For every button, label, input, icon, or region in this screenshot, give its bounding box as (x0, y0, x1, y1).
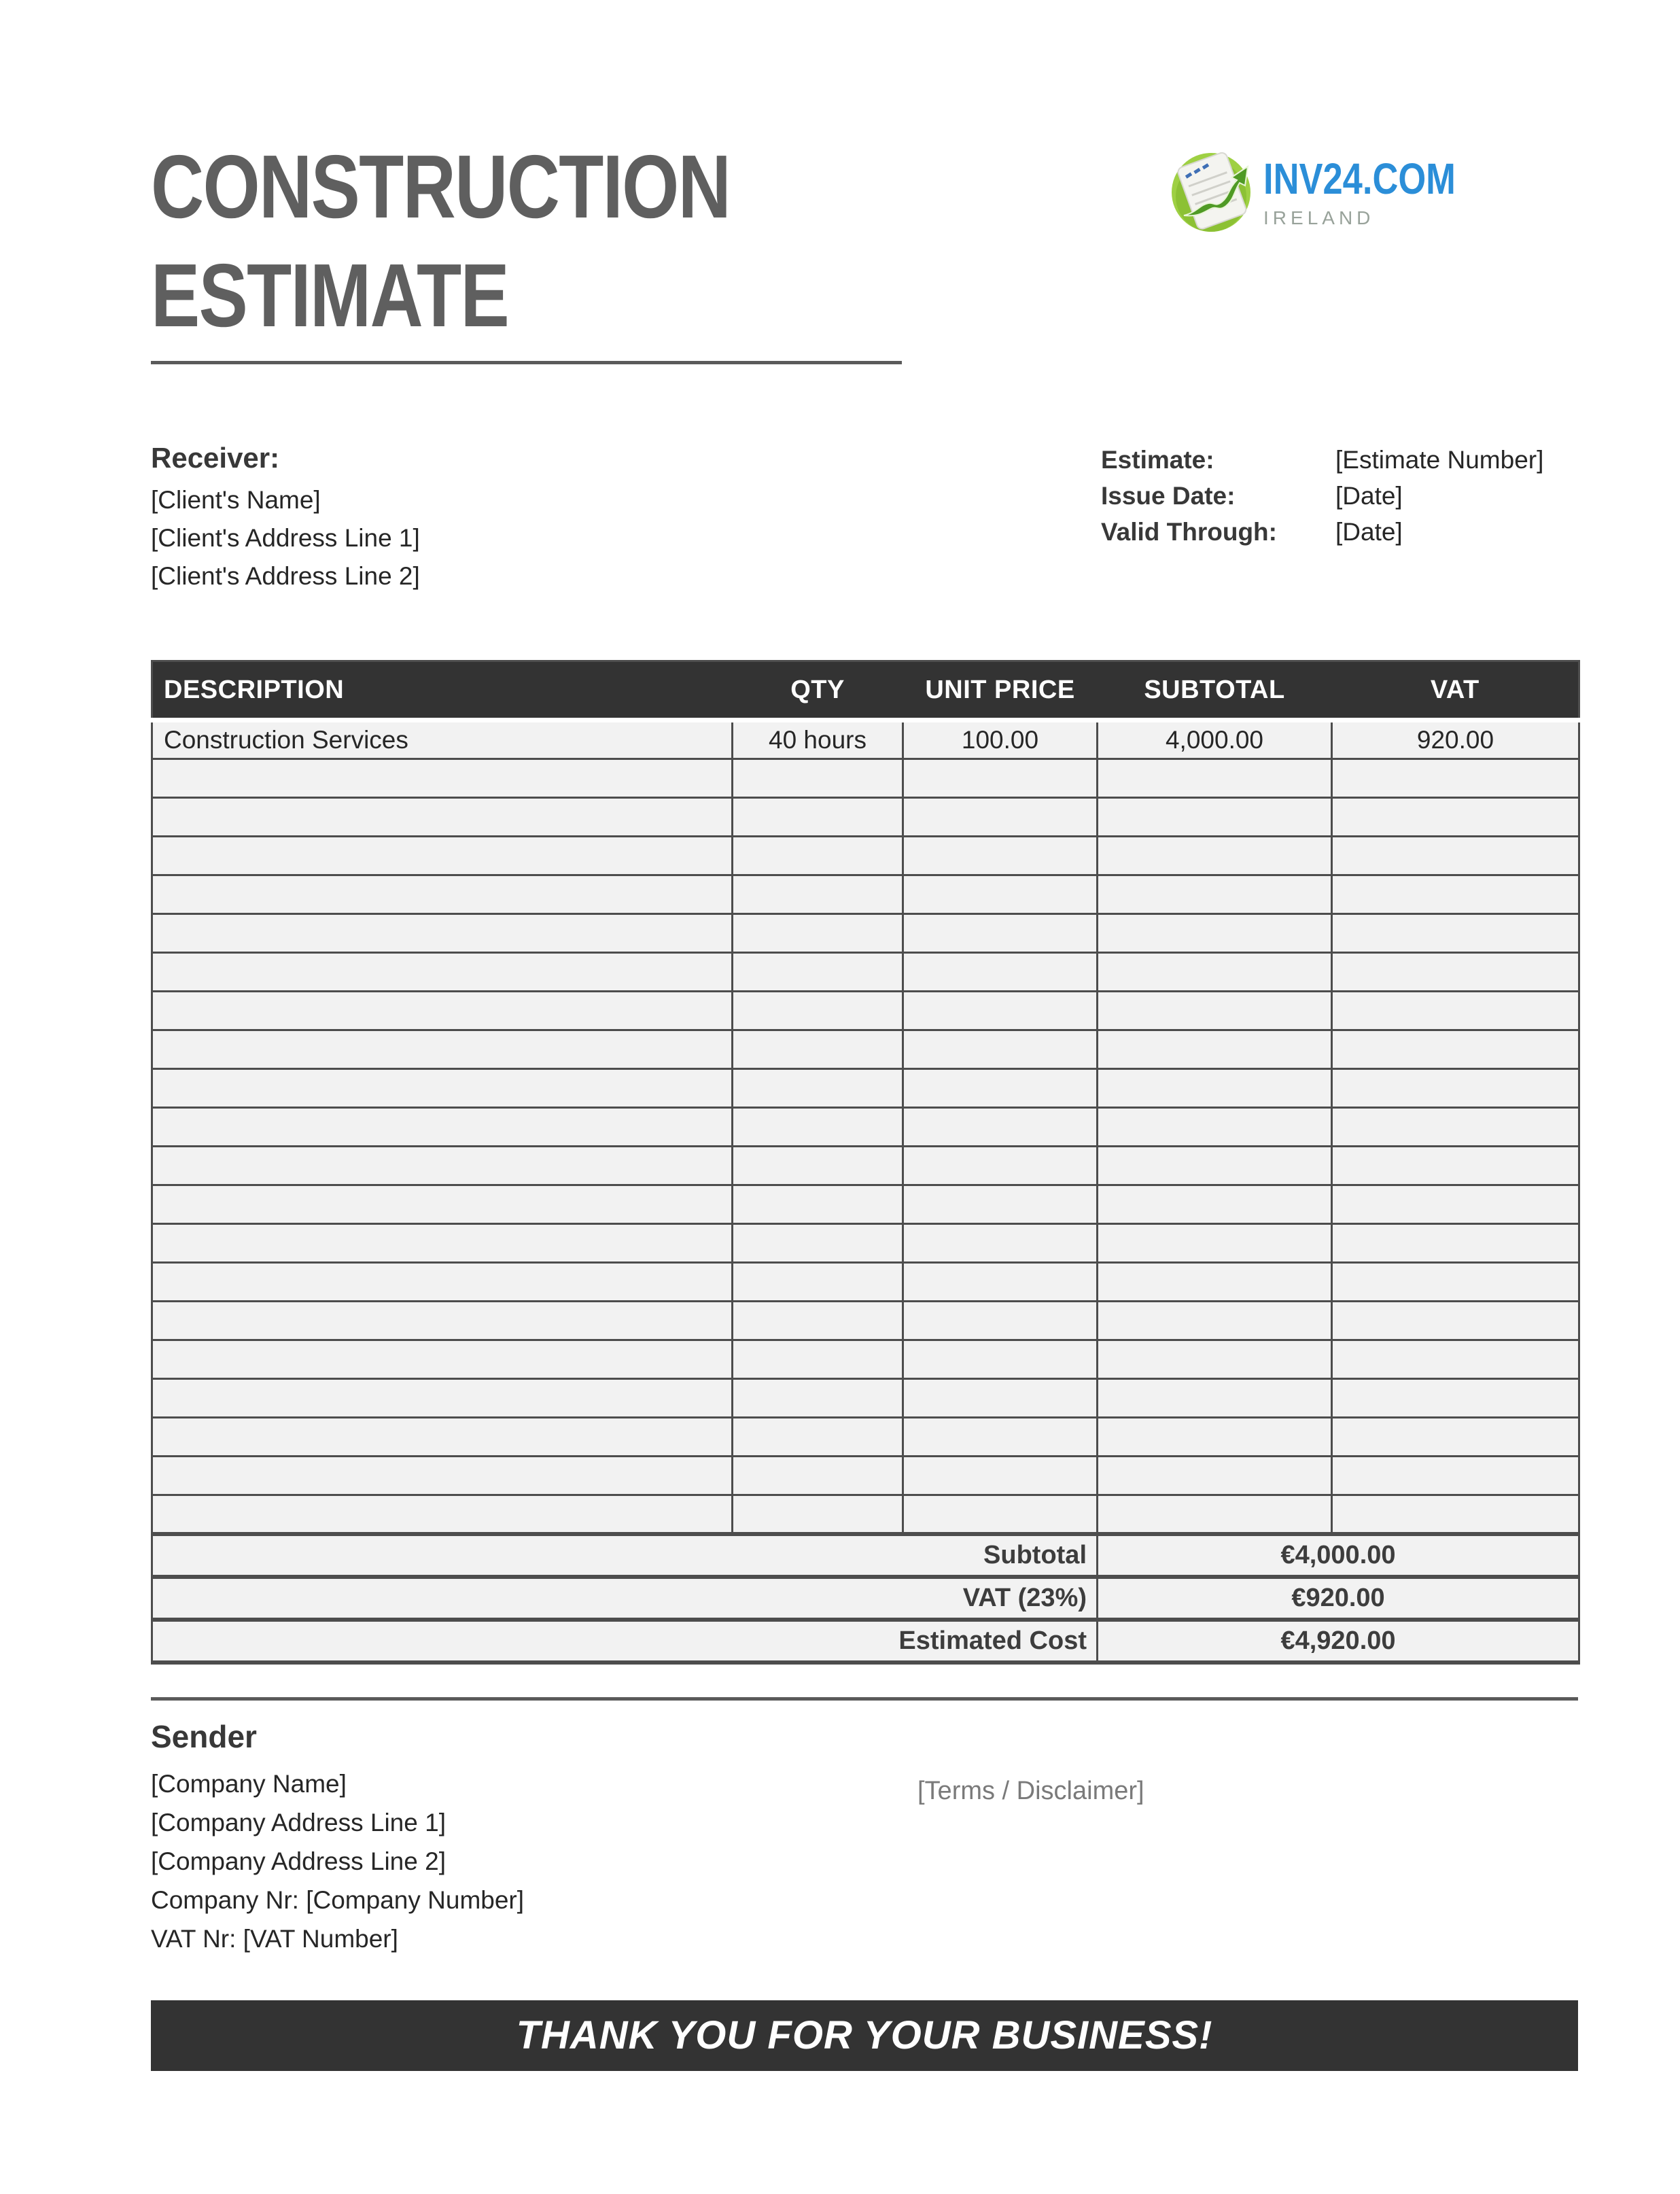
empty-cell (152, 798, 733, 837)
empty-cell (733, 1457, 903, 1495)
empty-cell (1098, 1379, 1332, 1418)
column-header-vat: VAT (1332, 661, 1579, 720)
empty-cell (903, 1224, 1098, 1263)
empty-cell (1332, 1302, 1579, 1340)
logo-text (1263, 154, 1498, 229)
empty-item-row (152, 1340, 1579, 1379)
receiver-lines (151, 481, 420, 595)
empty-item-row (152, 914, 1579, 953)
empty-cell (1332, 992, 1579, 1030)
empty-cell (1332, 1340, 1579, 1379)
sender-lines (151, 1764, 917, 1958)
masthead (151, 133, 1578, 364)
empty-cell (152, 1495, 733, 1534)
empty-cell (1098, 1147, 1332, 1185)
company-name: [Company Name] (151, 1769, 347, 1798)
empty-cell (1332, 759, 1579, 798)
empty-cell (903, 1147, 1098, 1185)
empty-cell (1098, 914, 1332, 953)
total-value: €920.00 (1098, 1577, 1579, 1620)
empty-cell (1332, 1030, 1579, 1069)
footer-bar (151, 2000, 1578, 2071)
empty-cell (1332, 1147, 1579, 1185)
empty-cell (733, 1147, 903, 1185)
empty-cell (733, 992, 903, 1030)
parties-section (151, 442, 1578, 595)
empty-cell (903, 1030, 1098, 1069)
empty-cell (733, 1030, 903, 1069)
empty-cell (903, 1069, 1098, 1108)
empty-cell (1332, 953, 1579, 992)
item-vat: 920.00 (1332, 720, 1579, 759)
sender-divider-rule (151, 1697, 1578, 1701)
empty-cell (733, 1418, 903, 1457)
empty-cell (152, 992, 733, 1030)
terms-disclaimer: [Terms / Disclaimer] (917, 1776, 1144, 1805)
empty-cell (152, 837, 733, 875)
logo-region-label: IRELAND (1263, 207, 1375, 228)
empty-cell (903, 798, 1098, 837)
empty-cell (1098, 1495, 1332, 1534)
empty-cell (152, 1457, 733, 1495)
empty-item-row (152, 953, 1579, 992)
empty-cell (1098, 1340, 1332, 1379)
empty-cell (1332, 1185, 1579, 1224)
total-label: Subtotal (152, 1534, 1098, 1577)
empty-cell (733, 875, 903, 914)
empty-cell (1332, 798, 1579, 837)
empty-cell (1098, 992, 1332, 1030)
empty-item-row (152, 992, 1579, 1030)
empty-item-row (152, 1069, 1579, 1108)
company-address-line2: [Company Address Line 2] (151, 1847, 446, 1875)
empty-cell (733, 1185, 903, 1224)
empty-cell (1098, 953, 1332, 992)
footer-message: THANK YOU FOR YOUR BUSINESS! (516, 2013, 1213, 2057)
total-value: €4,920.00 (1098, 1620, 1579, 1662)
issue-date-label: Issue Date: (1101, 482, 1236, 510)
total-row-subtotal (152, 1534, 1579, 1577)
empty-cell (1098, 1030, 1332, 1069)
empty-cell (1332, 914, 1579, 953)
empty-cell (903, 1495, 1098, 1534)
sender-section (151, 1718, 1578, 1958)
empty-cell (152, 1108, 733, 1147)
column-header-qty: QTY (733, 661, 903, 720)
empty-cell (903, 1263, 1098, 1302)
valid-through-label: Valid Through: (1101, 518, 1277, 546)
empty-cell (152, 1030, 733, 1069)
empty-cell (1332, 1495, 1579, 1534)
empty-cell (1332, 1263, 1579, 1302)
item-row (152, 720, 1579, 759)
estimate-meta-block (1101, 442, 1578, 550)
company-address-line1: [Company Address Line 1] (151, 1808, 446, 1836)
total-label: VAT (23%) (152, 1577, 1098, 1620)
empty-item-row (152, 1147, 1579, 1185)
total-label: Estimated Cost (152, 1620, 1098, 1662)
empty-cell (152, 1302, 733, 1340)
empty-cell (1098, 759, 1332, 798)
estimate-table (151, 660, 1580, 1665)
empty-cell (733, 1495, 903, 1534)
empty-cell (1098, 798, 1332, 837)
empty-cell (1098, 875, 1332, 914)
client-name: [Client's Name] (151, 486, 321, 514)
empty-cell (152, 875, 733, 914)
empty-cell (903, 1340, 1098, 1379)
empty-cell (152, 1224, 733, 1263)
client-address-line1: [Client's Address Line 1] (151, 524, 420, 552)
empty-cell (903, 953, 1098, 992)
empty-cell (903, 759, 1098, 798)
receiver-heading: Receiver: (151, 442, 280, 474)
empty-item-row (152, 1379, 1579, 1418)
empty-cell (1098, 1418, 1332, 1457)
sender-block (151, 1718, 917, 1958)
item-subtotal: 4,000.00 (1098, 720, 1332, 759)
receiver-block (151, 442, 420, 595)
empty-cell (152, 914, 733, 953)
page-title-line2: ESTIMATE (151, 245, 509, 345)
estimate-number-value: [Estimate Number] (1335, 446, 1544, 474)
empty-cell (1332, 1418, 1579, 1457)
empty-item-row (152, 1224, 1579, 1263)
estimate-number-label: Estimate: (1101, 446, 1214, 474)
empty-cell (152, 1185, 733, 1224)
empty-item-row (152, 837, 1579, 875)
header-row (152, 661, 1579, 720)
client-address-line2: [Client's Address Line 2] (151, 562, 420, 590)
valid-through-row (1101, 514, 1578, 550)
empty-item-row (152, 1263, 1579, 1302)
empty-cell (903, 1302, 1098, 1340)
empty-cell (152, 953, 733, 992)
empty-cell (733, 1340, 903, 1379)
empty-cell (903, 1418, 1098, 1457)
empty-cell (733, 759, 903, 798)
column-header-unit-price: UNIT PRICE (903, 661, 1098, 720)
empty-cell (733, 837, 903, 875)
empty-cell (733, 1379, 903, 1418)
empty-item-row (152, 1457, 1579, 1495)
page-title-line1: CONSTRUCTION (151, 137, 731, 237)
empty-cell (152, 1069, 733, 1108)
empty-cell (733, 798, 903, 837)
empty-cell (1332, 1108, 1579, 1147)
estimate-table-body (152, 720, 1579, 1662)
empty-cell (903, 875, 1098, 914)
empty-cell (903, 1379, 1098, 1418)
empty-cell (903, 992, 1098, 1030)
empty-cell (733, 1069, 903, 1108)
title-underline (151, 361, 902, 364)
empty-item-row (152, 1302, 1579, 1340)
logo-brand-name: INV24.COM (1263, 154, 1456, 203)
empty-item-row (152, 1108, 1579, 1147)
empty-item-row (152, 798, 1579, 837)
empty-cell (1098, 1224, 1332, 1263)
empty-cell (152, 1418, 733, 1457)
item-unit-price: 100.00 (903, 720, 1098, 759)
empty-cell (152, 1147, 733, 1185)
empty-cell (903, 914, 1098, 953)
total-row-estimated-cost (152, 1620, 1579, 1662)
valid-through-value: [Date] (1335, 518, 1403, 546)
empty-cell (1098, 1108, 1332, 1147)
issue-date-value: [Date] (1335, 482, 1403, 510)
empty-cell (1098, 1302, 1332, 1340)
empty-cell (1098, 1069, 1332, 1108)
empty-cell (903, 1108, 1098, 1147)
item-description: Construction Services (152, 720, 733, 759)
empty-cell (1332, 837, 1579, 875)
title-block (151, 133, 902, 364)
empty-cell (1098, 1185, 1332, 1224)
empty-cell (733, 914, 903, 953)
inv24-logo (1169, 147, 1498, 234)
empty-cell (903, 1457, 1098, 1495)
empty-cell (152, 1340, 733, 1379)
estimate-number-row (1101, 442, 1578, 478)
empty-cell (152, 1263, 733, 1302)
empty-cell (733, 953, 903, 992)
total-value: €4,000.00 (1098, 1534, 1579, 1577)
empty-cell (1098, 1263, 1332, 1302)
empty-cell (1332, 1457, 1579, 1495)
empty-item-row (152, 1418, 1579, 1457)
empty-cell (1332, 1224, 1579, 1263)
column-header-subtotal: SUBTOTAL (1098, 661, 1332, 720)
vat-number: VAT Nr: [VAT Number] (151, 1924, 398, 1953)
column-header-description: DESCRIPTION (152, 661, 733, 720)
company-number: Company Nr: [Company Number] (151, 1885, 525, 1914)
estimate-table-header (152, 661, 1579, 720)
empty-cell (903, 837, 1098, 875)
empty-item-row (152, 1185, 1579, 1224)
empty-cell (152, 1379, 733, 1418)
empty-cell (733, 1108, 903, 1147)
empty-cell (1332, 1069, 1579, 1108)
empty-cell (733, 1302, 903, 1340)
total-row-vat (152, 1577, 1579, 1620)
invoice-arrow-icon (1169, 147, 1254, 234)
empty-cell (903, 1185, 1098, 1224)
empty-item-row (152, 875, 1579, 914)
empty-cell (733, 1263, 903, 1302)
empty-cell (1332, 1379, 1579, 1418)
empty-item-row (152, 759, 1579, 798)
empty-cell (1098, 837, 1332, 875)
sender-heading: Sender (151, 1718, 257, 1754)
empty-cell (1332, 875, 1579, 914)
empty-cell (1098, 1457, 1332, 1495)
item-qty: 40 hours (733, 720, 903, 759)
empty-cell (733, 1224, 903, 1263)
empty-cell (152, 759, 733, 798)
issue-date-row (1101, 478, 1578, 514)
empty-item-row (152, 1495, 1579, 1534)
empty-item-row (152, 1030, 1579, 1069)
